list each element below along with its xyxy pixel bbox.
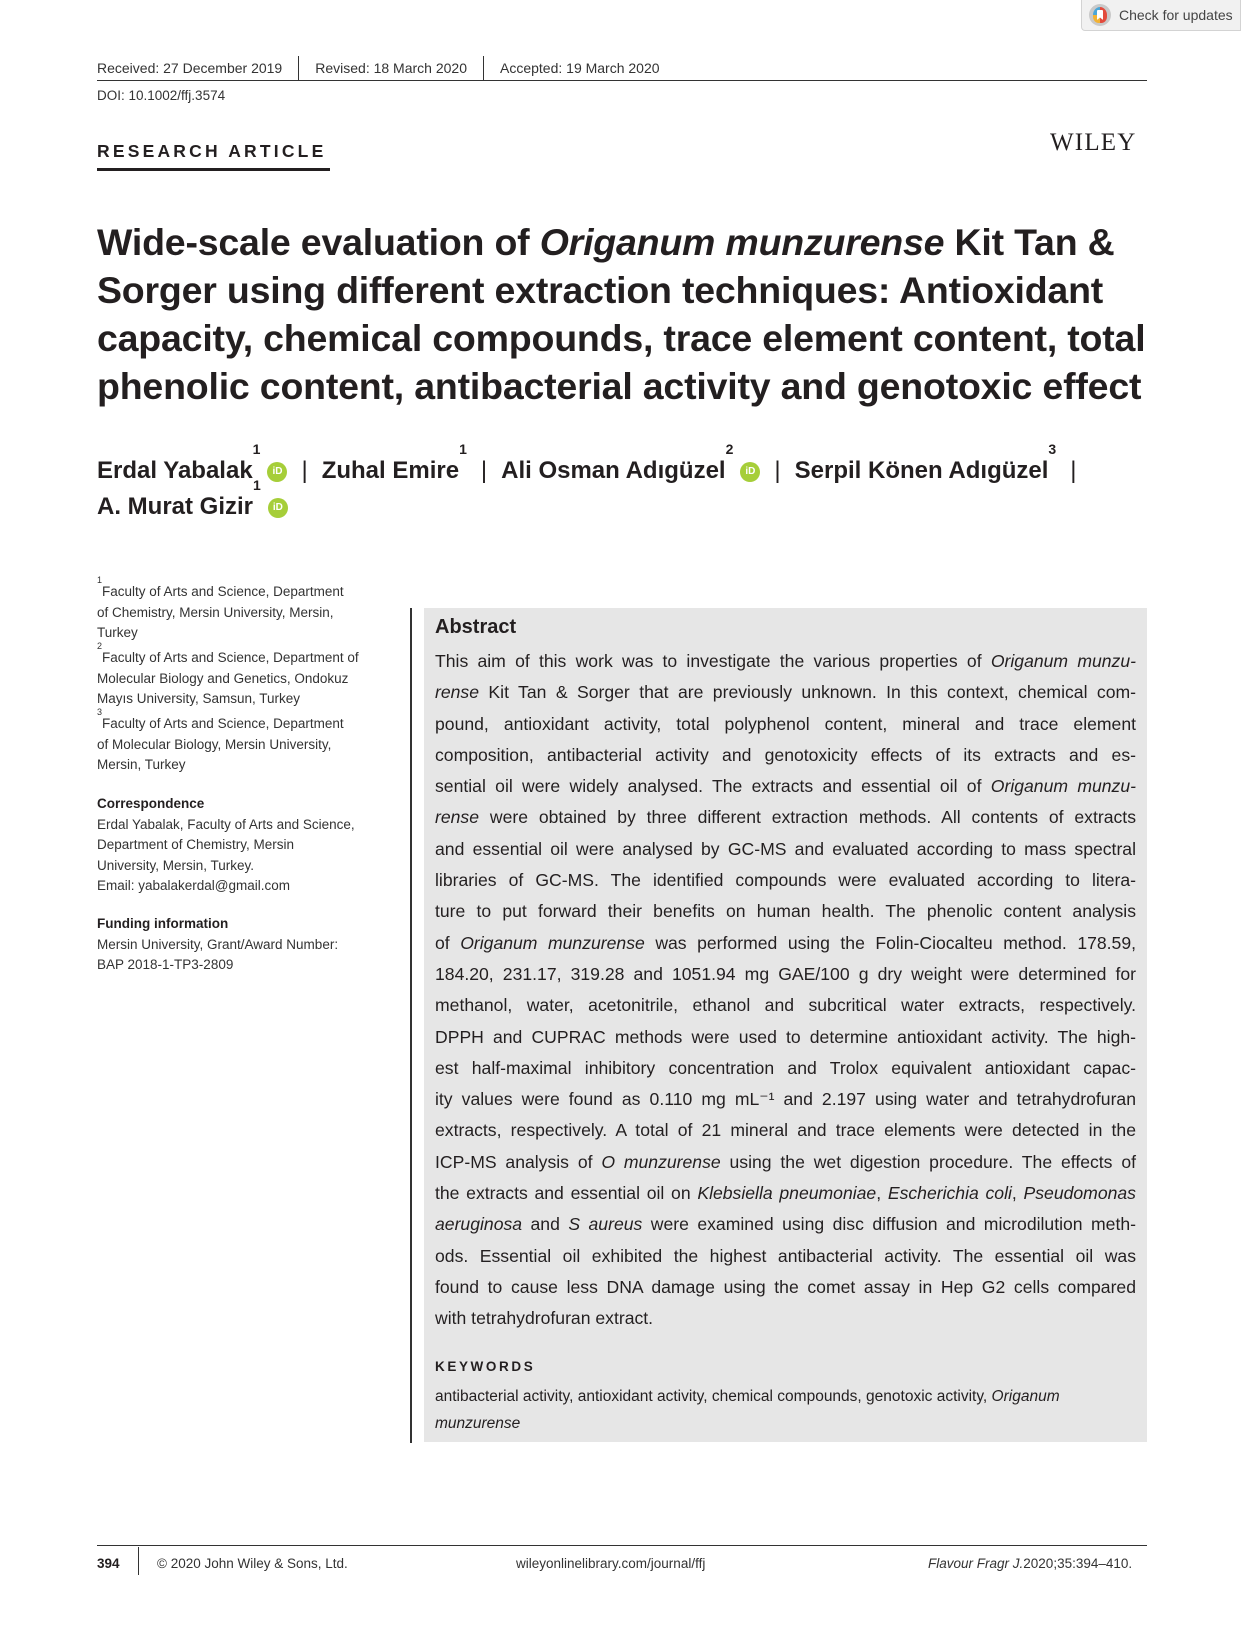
author-name[interactable]: Ali Osman Adıgüzel$^2$iD [501,453,760,489]
author-separator: | [1070,457,1077,484]
species-name: Origanum munzurense [539,221,945,263]
keywords: antibacterial activity, antioxidant activity, chemical compounds, genotoxic activity, Origanum munzurense [435,1388,1060,1432]
article-type: RESEARCH ARTICLE [97,141,327,161]
keywords-heading: KEYWORDS [435,1359,536,1374]
journal-citation: Flavour Fragr J. 2020;35:394–410. [928,1555,1133,1571]
article-title: Wide-scale evaluation of Origanum munzurense Kit Tan & Sorger using different extraction techniques: Antioxidant capacity, chemical compounds, trace element content, total phenolic content, antibacterial activity and genotoxic effect [97,221,1146,407]
abstract-line: rense were obtained by three different extraction methods. All contents of extracts [435,807,1136,828]
author-separator: | [774,457,781,484]
abstract-line: DPPH and CUPRAC methods were used to determine antioxidant activity. The high- [435,1026,1136,1047]
column-divider [410,608,412,1443]
article-history [97,56,676,80]
revised-date: Revised: 18 March 2020 [315,60,467,76]
crossmark-icon [1089,4,1111,26]
abstract-line: extracts, respectively. A total of 21 mineral and trace elements were detected in the [435,1120,1136,1141]
affiliation-mark: 3 [1048,441,1057,457]
divider [298,56,299,80]
header-rule [97,80,1147,81]
abstract-line: 184.20, 231.17, 319.28 and 1051.94 mg GAE/100 g dry weight were determined for [435,963,1136,984]
affiliation-mark: 1 [459,441,467,457]
funding-information: Funding information Mersin University, Grant/Award Number: BAP 2018-1-TP3-2809 [97,916,339,972]
affiliation: $^2$Faculty of Arts and Science, Department of Molecular Biology and Genetics, Ondokuz Mayıs University, Samsun, Turkey [97,641,359,706]
abstract-line: the extracts and essential oil on Klebsiella pneumoniae, Escherichia coli, Pseudomonas [435,1183,1136,1204]
abstract-line: methanol, water, acetonitrile, ethanol and subcritical water extracts, respectively. [435,995,1136,1016]
abstract-line: This aim of this work was to investigate the various properties of Origanum munzu- [435,651,1136,671]
abstract-line: ture to put forward their benefits on human health. The phenolic content analysis [435,901,1136,922]
abstract-line: composition, antibacterial activity and genotoxicity effects of its extracts and es- [435,744,1136,765]
abstract-line: sential oil were widely analysed. The extracts and essential oil of Origanum munzu- [435,776,1136,797]
correspondence: Correspondence Erdal Yabalak, Faculty of Arts and Science, Department of Chemistry, Mersin University, Mersin, Turkey. Email: yabalakerdal@gmail.com [97,796,355,893]
article-type-underline [97,168,330,171]
abstract-line: found to cause less DNA damage using the comet assay in Hep G2 cells compared [435,1276,1136,1297]
orcid-icon[interactable]: iD [740,462,760,482]
abstract-line: ods. Essential oil exhibited the highest antibacterial activity. The essential oil was [435,1245,1136,1266]
journal-url[interactable]: wileyonlinelibrary.com/journal/ffj [516,1555,706,1571]
orcid-icon[interactable]: iD [268,498,288,518]
abstract-line: est half-maximal inhibitory concentration and Trolox equivalent antioxidant capac- [435,1057,1136,1078]
page-number: 394 [97,1555,120,1571]
footer-rule [97,1545,1147,1546]
accepted-date: Accepted: 19 March 2020 [500,60,660,76]
abstract-line: with tetrahydrofuran extract. [435,1308,654,1329]
abstract-line: ICP-MS analysis of O munzurense using the wet digestion procedure. The effects of [435,1151,1136,1172]
check-for-updates-button[interactable] [1081,0,1241,31]
author-name[interactable]: Erdal Yabalak$^1$iD [97,453,287,489]
author-list [97,441,1157,525]
author-name[interactable]: Serpil Könen Adıgüzel$^3$ [794,441,1057,484]
abstract-box [424,608,1147,1442]
check-for-updates-label: Check for updates [1119,7,1233,23]
affiliation: $^3$Faculty of Arts and Science, Department of Molecular Biology, Mersin University, Mersin, Turkey [97,707,344,772]
affiliation-mark: 2 [725,441,734,457]
affiliation: $^1$Faculty of Arts and Science, Department of Chemistry, Mersin University, Mersin, Turkey [97,575,344,640]
abstract-body [435,646,1136,1335]
abstract-line: rense Kit Tan & Sorger that are previously unknown. In this context, chemical com- [435,682,1136,703]
doi[interactable]: DOI: 10.1002/ffj.3574 [97,88,226,103]
author-name[interactable]: Zuhal Emire$^1$ [321,441,467,484]
affiliation-mark: 1 [252,441,261,457]
footer-divider [138,1547,139,1575]
author-name[interactable]: A. Murat Gizir$^1$iD [97,489,288,525]
copyright: © 2020 John Wiley & Sons, Ltd. [157,1555,348,1571]
affiliation-mark: 1 [253,477,261,493]
author-separator: | [480,457,488,484]
publisher-logo: WILEY [1050,129,1137,156]
received-date: Received: 27 December 2019 [97,60,283,76]
abstract-line: pound, antioxidant activity, total polyphenol content, mineral and trace element [435,713,1136,734]
author-separator: | [301,457,308,484]
divider [483,56,484,80]
abstract-heading: Abstract [435,616,517,638]
orcid-icon[interactable]: iD [267,462,287,482]
abstract-line: libraries of GC-MS. The identified compounds were evaluated according to litera- [435,870,1136,891]
abstract-line: ity values were found as 0.110 mg mL⁻¹ and 2.197 using water and tetrahydrofuran [435,1089,1136,1110]
abstract-line: aeruginosa and S aureus were examined using disc diffusion and microdilution meth- [435,1214,1136,1235]
abstract-line: of Origanum munzurense was performed using the Folin-Ciocalteu method. 178.59, [435,932,1137,953]
abstract-line: and essential oil were analysed by GC-MS and evaluated according to mass spectral [435,838,1136,859]
